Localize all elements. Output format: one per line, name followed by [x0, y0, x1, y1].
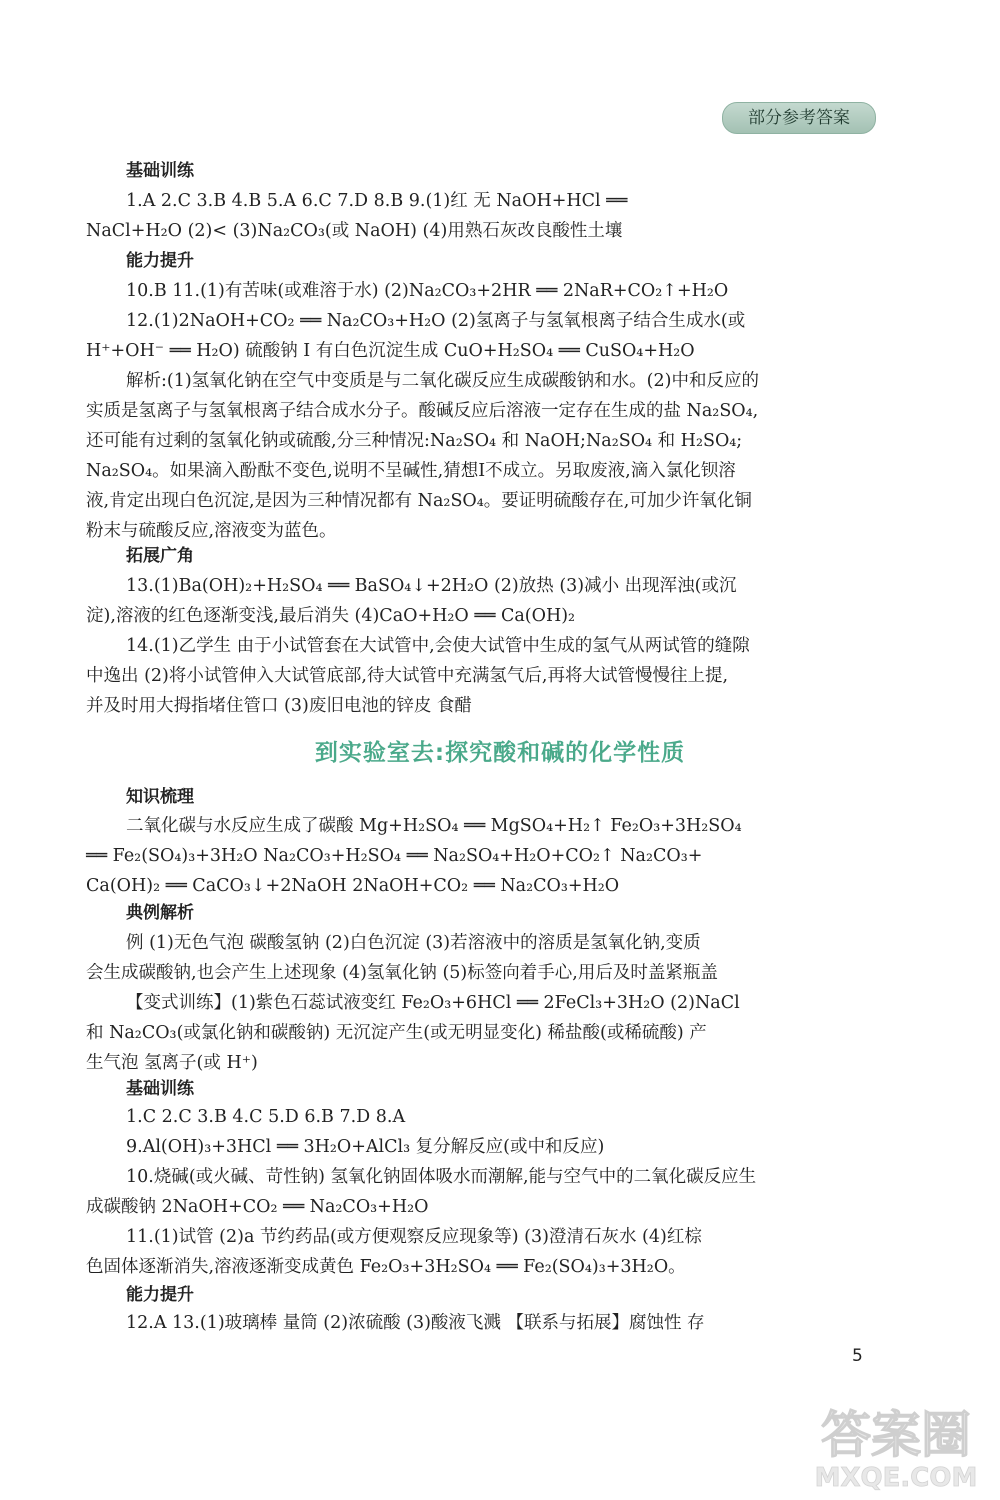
answer-badge: 部分参考答案 [722, 102, 876, 134]
text-line: 9.Al(OH)₃+3HCl ══ 3H₂O+AlCl₃ 复分解反应(或中和反应) [126, 1137, 605, 1157]
text-line: 粉末与硫酸反应,溶液变为蓝色。 [86, 521, 337, 541]
heading-expand: 拓展广角 [126, 546, 194, 566]
heading-ability-1: 能力提升 [126, 251, 194, 271]
text-line: 和 Na₂CO₃(或氯化钠和碳酸钠) 无沉淀产生(或无明显变化) 稀盐酸(或稀硫酸) 产 [86, 1023, 707, 1043]
text-line: 1.A 2.C 3.B 4.B 5.A 6.C 7.D 8.B 9.(1)红 无 NaOH+HCl ══ [126, 191, 628, 211]
text-line: Na₂SO₄。如果滴入酚酞不变色,说明不呈碱性,猜想Ⅰ不成立。另取废液,滴入氯化钡溶 [86, 461, 736, 481]
text-line: 会生成碳酸钠,也会产生上述现象 (4)氢氧化钠 (5)标签向着手心,用后及时盖紧瓶盖 [86, 963, 718, 983]
text-line: H⁺+OH⁻ ══ H₂O) 硫酸钠 Ⅰ 有白色沉淀生成 CuO+H₂SO₄ ══ CuSO₄+H₂O [86, 341, 695, 361]
text-line: 还可能有过剩的氢氧化钠或硫酸,分三种情况:Na₂SO₄ 和 NaOH;Na₂SO₄ 和 H₂SO₄; [86, 431, 743, 451]
text-line: 12.(1)2NaOH+CO₂ ══ Na₂CO₃+H₂O (2)氢离子与氢氧根离子结合生成水(或 [126, 311, 746, 331]
section-title: 到实验室去:探究酸和碱的化学性质 [314, 740, 686, 766]
heading-basic-1: 基础训练 [126, 161, 194, 181]
text-line: 【变式训练】(1)紫色石蕊试液变红 Fe₂O₃+6HCl ══ 2FeCl₃+3H₂O (2)NaCl [126, 993, 740, 1013]
text-line: 并及时用大拇指堵住管口 (3)废旧电池的锌皮 食醋 [86, 696, 472, 716]
watermark-logo [796, 1392, 996, 1496]
text-line: 例 (1)无色气泡 碳酸氢钠 (2)白色沉淀 (3)若溶液中的溶质是氢氧化钠,变质 [126, 933, 701, 953]
heading-knowledge: 知识梳理 [126, 787, 194, 807]
heading-example: 典例解析 [126, 903, 194, 923]
text-line: 1.C 2.C 3.B 4.C 5.D 6.B 7.D 8.A [126, 1107, 406, 1127]
text-line: NaCl+H₂O (2)< (3)Na₂CO₃(或 NaOH) (4)用熟石灰改良酸性土壤 [86, 221, 623, 241]
watermark-text1: 答案圈 [821, 1406, 971, 1464]
text-line: 10.烧碱(或火碱、苛性钠) 氢氧化钠固体吸水而潮解,能与空气中的二氧化碳反应生 [126, 1167, 757, 1187]
text-line: 二氧化碳与水反应生成了碳酸 Mg+H₂SO₄ ══ MgSO₄+H₂↑ Fe₂O₃+3H₂SO₄ [126, 816, 742, 836]
text-line: 14.(1)乙学生 由于小试管套在大试管中,会使大试管中生成的氢气从两试管的缝隙 [126, 636, 750, 656]
text-line: 淀),溶液的红色逐渐变浅,最后消失 (4)CaO+H₂O ══ Ca(OH)₂ [86, 606, 576, 626]
text-line: 解析:(1)氢氧化钠在空气中变质是与二氧化碳反应生成碳酸钠和水。(2)中和反应的 [126, 371, 759, 391]
text-line: 成碳酸钠 2NaOH+CO₂ ══ Na₂CO₃+H₂O [86, 1197, 429, 1217]
text-line: 生气泡 氢离子(或 H⁺) [86, 1053, 258, 1073]
page-number: 5 [852, 1346, 863, 1366]
text-line: 色固体逐渐消失,溶液逐渐变成黄色 Fe₂O₃+3H₂SO₄ ══ Fe₂(SO₄)₃+3H₂O。 [86, 1257, 686, 1277]
text-line: 液,肯定出现白色沉淀,是因为三种情况都有 Na₂SO₄。要证明硫酸存在,可加少许氧化铜 [86, 491, 752, 511]
watermark-text2: MXQE.COM [814, 1463, 978, 1493]
text-line: 中逸出 (2)将小试管伸入大试管底部,待大试管中充满氢气后,再将大试管慢慢往上提, [86, 666, 729, 686]
text-line: 10.B 11.(1)有苦味(或难溶于水) (2)Na₂CO₃+2HR ══ 2NaR+CO₂↑+H₂O [126, 281, 729, 301]
text-line: 13.(1)Ba(OH)₂+H₂SO₄ ══ BaSO₄↓+2H₂O (2)放热 (3)减小 出现浑浊(或沉 [126, 576, 737, 596]
heading-basic-2: 基础训练 [126, 1079, 194, 1099]
text-line: 11.(1)试管 (2)a 节约药品(或方便观察反应现象等) (3)澄清石灰水 (4)红棕 [126, 1227, 702, 1247]
text-line: Ca(OH)₂ ══ CaCO₃↓+2NaOH 2NaOH+CO₂ ══ Na₂CO₃+H₂O [86, 876, 620, 896]
text-line: 实质是氢离子与氢氧根离子结合成水分子。酸碱反应后溶液一定存在生成的盐 Na₂SO₄, [86, 401, 759, 421]
text-line: ══ Fe₂(SO₄)₃+3H₂O Na₂CO₃+H₂SO₄ ══ Na₂SO₄+H₂O+CO₂↑ Na₂CO₃+ [86, 846, 703, 866]
heading-ability-2: 能力提升 [126, 1285, 194, 1305]
text-line: 12.A 13.(1)玻璃棒 量筒 (2)浓硫酸 (3)酸液飞溅 【联系与拓展】腐蚀性 存 [126, 1313, 705, 1333]
